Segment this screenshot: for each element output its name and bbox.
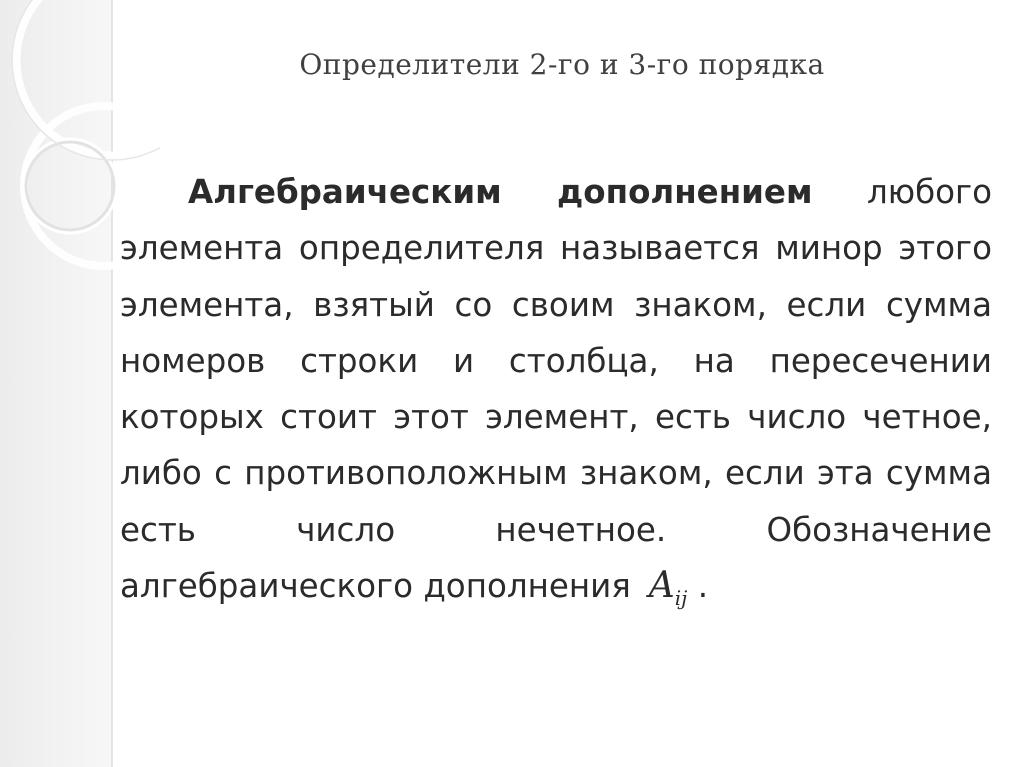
formula-aij	[648, 565, 688, 611]
definition-text: любого элемента определителя называется минор этого элемента, взятый со своим знаком, если сумма номеров строки и столбца, на пересечении которых стоит этот элемент, есть число четное, либо с противоположным знаком, если эта сумма есть число нечетное. Обозначение алгебраического дополнения	[120, 173, 992, 606]
formula-subscript: ij	[674, 586, 688, 611]
slide-title: Определители 2-го и 3-го порядка	[299, 48, 825, 81]
formula-symbol: A	[648, 565, 675, 607]
sentence-end: .	[697, 567, 709, 606]
definition-paragraph	[120, 164, 992, 627]
definition-term: Алгебраическим дополнением	[188, 173, 813, 211]
